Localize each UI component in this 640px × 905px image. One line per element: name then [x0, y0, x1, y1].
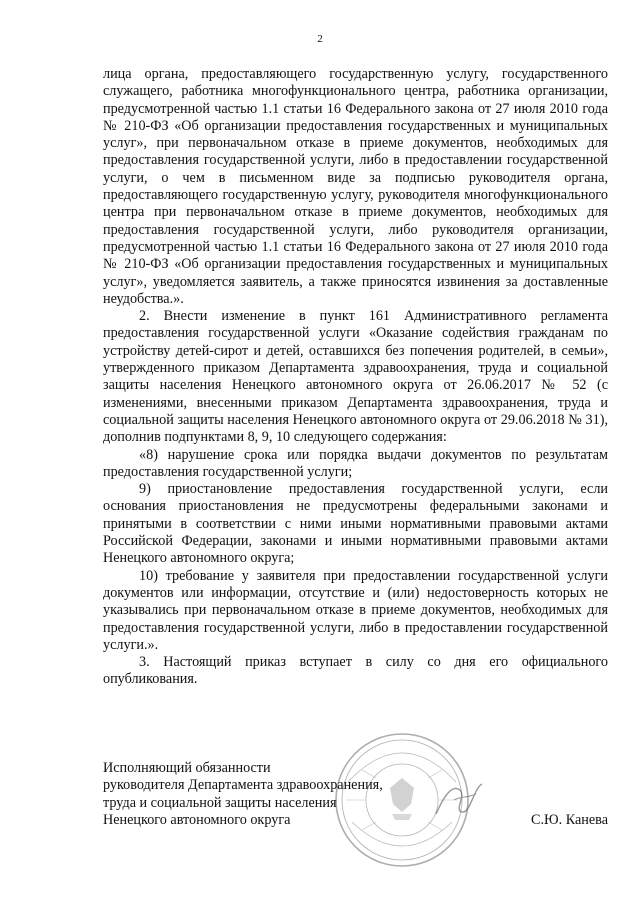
paragraph-subitem-9: 9) приостановление предоставления государственной услуги, если основания приостановления не предусмотрены федеральными законами и принятыми в соответствии с ними иными нормативными правовыми актами Российской Федерации, законами и иными нормативными правовыми актами Ненецкого автономного округа;: [103, 481, 608, 567]
signature-position-line-2: руководителя Департамента здравоохранения,: [103, 777, 383, 794]
paragraph-continuation: лица органа, предоставляющего государственную услугу, государственного служащего, работника многофункционального центра, работника организации, предусмотренной частью 1.1 статьи 16 Федерального закона от 27 июля 2010 года № 210-ФЗ «Об организации предоставления государственных и муниципальных услуг», при первоначальном отказе в приеме документов, необходимых для предоставления государственной услуги, либо в предоставлении государственной услуги, о чем в письменном виде за подписью руководителя органа, предоставляющего государственную услугу, руководителя многофункционального центра при первоначальном отказе в приеме документов, необходимых для предоставления государственной услуги, либо руководителя организации, предусмотренной частью 1.1 статьи 16 Федерального закона от 27 июля 2010 года № 210-ФЗ «Об организации предоставления государственных и муниципальных услуг», уведомляется заявитель, а также приносятся извинения за доставленные неудобства.».: [103, 66, 608, 307]
signature-block: [103, 760, 608, 829]
page-number: 2: [317, 33, 323, 45]
paragraph-item-3: 3. Настоящий приказ вступает в силу со дня его официального опубликования.: [103, 654, 608, 688]
paragraph-subitem-8: «8) нарушение срока или порядка выдачи документов по результатам предоставления государственной услуги;: [103, 446, 608, 480]
signature-position-line-3: труда и социальной защиты населения: [103, 794, 337, 811]
signer-name: С.Ю. Канева: [531, 812, 608, 828]
signature-position-line-1: Исполняющий обязанности: [103, 760, 271, 776]
signature-position-line-4: Ненецкого автономного округа: [103, 811, 291, 828]
paragraph-subitem-10: 10) требование у заявителя при предоставлении государственной услуги документов или информации, отсутствие и (или) недостоверность которых не указывались при первоначальном отказе в приеме документов, необходимых для предоставления государственной услуги, либо в предоставлении государственной услуги.».: [103, 567, 608, 653]
document-body: [103, 66, 608, 689]
paragraph-item-2: 2. Внести изменение в пункт 161 Административного регламента предоставления государственной услуги «Оказание содействия гражданам по устройству детей-сирот и детей, оставшихся без попечения родителей, в семьи», утвержденного приказом Департамента здравоохранения, труда и социальной защиты населения Ненецкого автономного округа от 26.06.2017 № 52 (с изменениями, внесенными приказом Департамента здравоохранения, труда и социальной защиты населения Ненецкого автономного округа от 29.06.2018 № 31), дополнив подпунктами 8, 9, 10 следующего содержания:: [103, 308, 608, 446]
